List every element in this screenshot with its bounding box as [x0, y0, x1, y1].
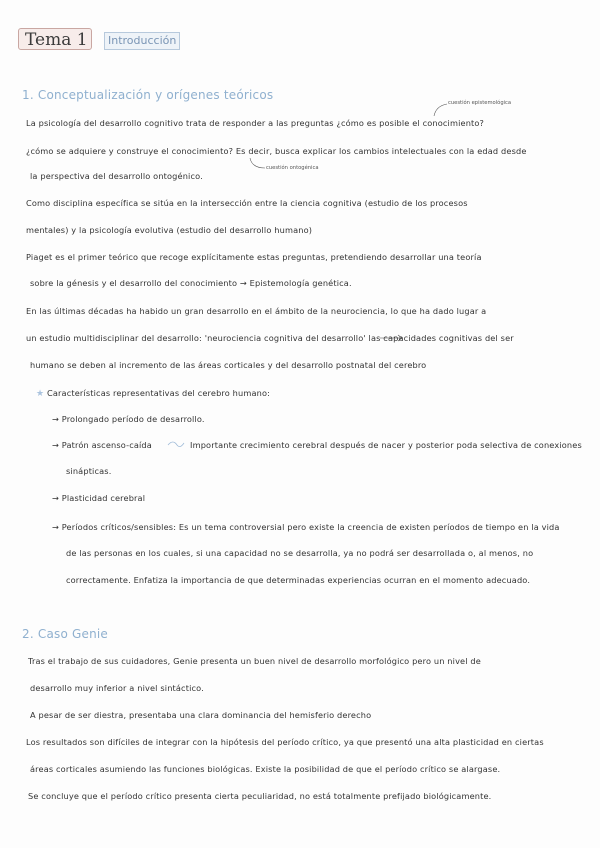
text-line: humano se deben al incremento de las áreas corticales y del desarrollo postnatal del cerebro: [30, 360, 427, 370]
bullet-item: → Prolongado período de desarrollo.: [52, 414, 205, 424]
text-line: la perspectiva del desarrollo ontogénico.: [30, 171, 203, 181]
text-line: Se concluye que el período crítico presenta cierta peculiaridad, no está totalmente prefijado biológicamente.: [28, 791, 492, 801]
annotation-epistemologica: cuestión epistemológica: [448, 100, 512, 106]
topic-subtitle: Introducción: [104, 32, 180, 50]
bullet-item: → Patrón ascenso-caída: [52, 440, 152, 450]
topic-title: Tema 1: [18, 28, 92, 50]
text-line: sobre la génesis y el desarrollo del conocimiento → Epistemología genética.: [30, 278, 352, 288]
bullet-item-cont: correctamente. Enfatiza la importancia de que determinadas experiencias ocurran en el momento adecuado.: [66, 575, 531, 585]
bullet-item: → Períodos críticos/sensibles: Es un tema controversial pero existe la creencia de existen períodos de tiempo en la vida: [52, 522, 560, 532]
bullet-item-cont: sinápticas.: [66, 466, 112, 476]
bullet-item-cont: de las personas en los cuales, si una capacidad no se desarrolla, ya no podrá ser desarrollada o, al menos, no: [66, 548, 534, 558]
text-line: mentales) y la psicología evolutiva (estudio del desarrollo humano): [26, 225, 313, 235]
text-line: Los resultados son difíciles de integrar con la hipótesis del período crítico, ya que presentó una alta plasticidad en ciertas: [26, 737, 544, 747]
text-line: La psicología del desarrollo cognitivo trata de responder a las preguntas ¿cómo es posible el conocimiento?: [26, 118, 485, 128]
annotation-ontogenica: cuestión ontogénica: [266, 165, 319, 171]
section-heading-1: 1. Conceptualización y orígenes teóricos: [22, 88, 274, 102]
text-line: Tras el trabajo de sus cuidadores, Genie presenta un buen nivel de desarrollo morfológico pero un nivel de: [28, 656, 481, 666]
bullet-heading-text: Características representativas del cerebro humano:: [46, 388, 271, 398]
text-line: un estudio multidisciplinar del desarrollo: 'neurociencia cognitiva del desarrollo' las capacidades cognitivas del ser: [26, 333, 514, 343]
text-line: En las últimas décadas ha habido un gran desarrollo en el ámbito de la neurociencia, lo que ha dado lugar a: [26, 306, 487, 316]
bullet-item: → Plasticidad cerebral: [52, 493, 146, 503]
star-icon: ★: [36, 389, 45, 399]
text-line: Como disciplina específica se sitúa en la intersección entre la ciencia cognitiva (estudio de los procesos: [26, 198, 468, 208]
text-line: Piaget es el primer teórico que recoge explícitamente estas preguntas, pretendiendo desarrollar una teoría: [26, 252, 482, 262]
bullet-item-detail: Importante crecimiento cerebral después de nacer y posterior poda selectiva de conexiones: [190, 440, 582, 450]
bullet-heading: [36, 388, 270, 399]
text-line: desarrollo muy inferior a nivel sintáctico.: [30, 683, 204, 693]
text-line: ¿cómo se adquiere y construye el conocimiento? Es decir, busca explicar los cambios intelectuales con la edad desde: [26, 146, 527, 156]
text-line: A pesar de ser diestra, presentaba una clara dominancia del hemisferio derecho: [30, 710, 372, 720]
text-line: áreas corticales asumiendo las funciones biológicas. Existe la posibilidad de que el período crítico se alargase.: [30, 764, 501, 774]
section-heading-2: 2. Caso Genie: [22, 627, 109, 641]
